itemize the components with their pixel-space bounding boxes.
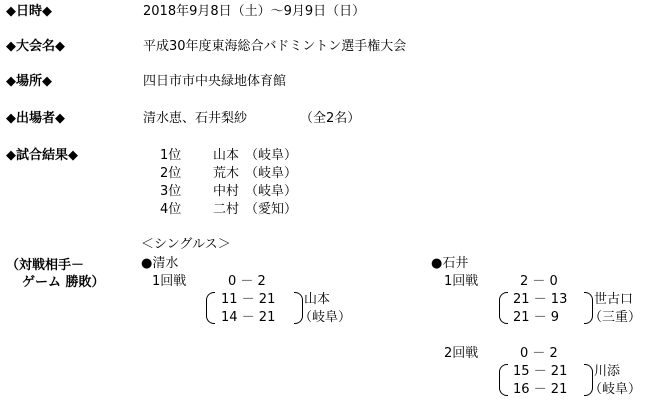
rank-1-pref: （岐阜） (245, 148, 298, 163)
ishii-1-game-2: 21 － 9 (513, 310, 560, 325)
venue-label: ◆場所◆ (6, 74, 52, 89)
date-value: 2018年9月8日（土）～9月9日（日） (143, 4, 366, 19)
rank-2-name: 荒木 (213, 166, 240, 181)
event-value: 平成30年度東海総合バドミントン選手権大会 (143, 39, 407, 54)
rank-3-name: 中村 (213, 184, 240, 199)
category-title: ＜シングルス＞ (141, 237, 231, 252)
rank-1-name: 山本 (213, 148, 240, 163)
ishii-brace-left-1 (499, 292, 508, 324)
ishii-2-opponent: 川添 (594, 364, 621, 379)
player-ishii: ●石井 (431, 256, 469, 271)
shimizu-opponent: 山本 (304, 292, 331, 307)
ishii-brace-left-2 (499, 364, 508, 396)
ishii-2-game-2: 16 － 21 (513, 382, 568, 397)
shimizu-round: 1回戦 (152, 274, 187, 289)
player-shimizu: ●清水 (141, 256, 179, 271)
ishii-1-opponent: 世古口 (594, 292, 634, 307)
shimizu-game-1: 11 － 21 (221, 292, 276, 307)
rank-4: 4位 (160, 202, 182, 217)
rank-4-name: 二村 (213, 202, 240, 217)
event-label: ◆大会名◆ (6, 39, 65, 54)
shimizu-opponent-pref: （岐阜） (299, 310, 352, 325)
ishii-total-1: 2 － 0 (520, 274, 558, 289)
rank-3: 3位 (160, 184, 182, 199)
players-label: ◆出場者◆ (6, 111, 65, 126)
rank-2: 2位 (160, 166, 182, 181)
players-total: （全2名） (300, 111, 361, 126)
ishii-total-2: 0 － 2 (520, 346, 558, 361)
players-value: 清水恵、石井梨紗 (143, 111, 248, 126)
results-label: ◆試合結果◆ (6, 148, 78, 163)
ishii-round-2: 2回戦 (444, 346, 479, 361)
shimizu-game-2: 14 － 21 (221, 310, 276, 325)
ishii-1-opponent-pref: （三重） (589, 310, 642, 325)
ishii-2-opponent-pref: （岐阜） (589, 382, 642, 397)
rank-2-pref: （岐阜） (245, 166, 298, 181)
ishii-1-game-1: 21 － 13 (513, 292, 568, 307)
date-label: ◆日時◆ (6, 4, 52, 19)
venue-value: 四日市市中央緑地体育館 (143, 74, 287, 89)
rank-1: 1位 (160, 148, 182, 163)
ishii-round-1: 1回戦 (444, 274, 479, 289)
opponent-label-line1: （対戦相手－ (6, 258, 85, 273)
shimizu-brace-left (206, 292, 215, 324)
opponent-label-line2: ゲーム 勝敗） (22, 275, 105, 290)
rank-4-pref: （愛知） (245, 202, 298, 217)
rank-3-pref: （岐阜） (245, 184, 298, 199)
shimizu-total: 0 － 2 (228, 274, 266, 289)
ishii-2-game-1: 15 － 21 (513, 364, 568, 379)
